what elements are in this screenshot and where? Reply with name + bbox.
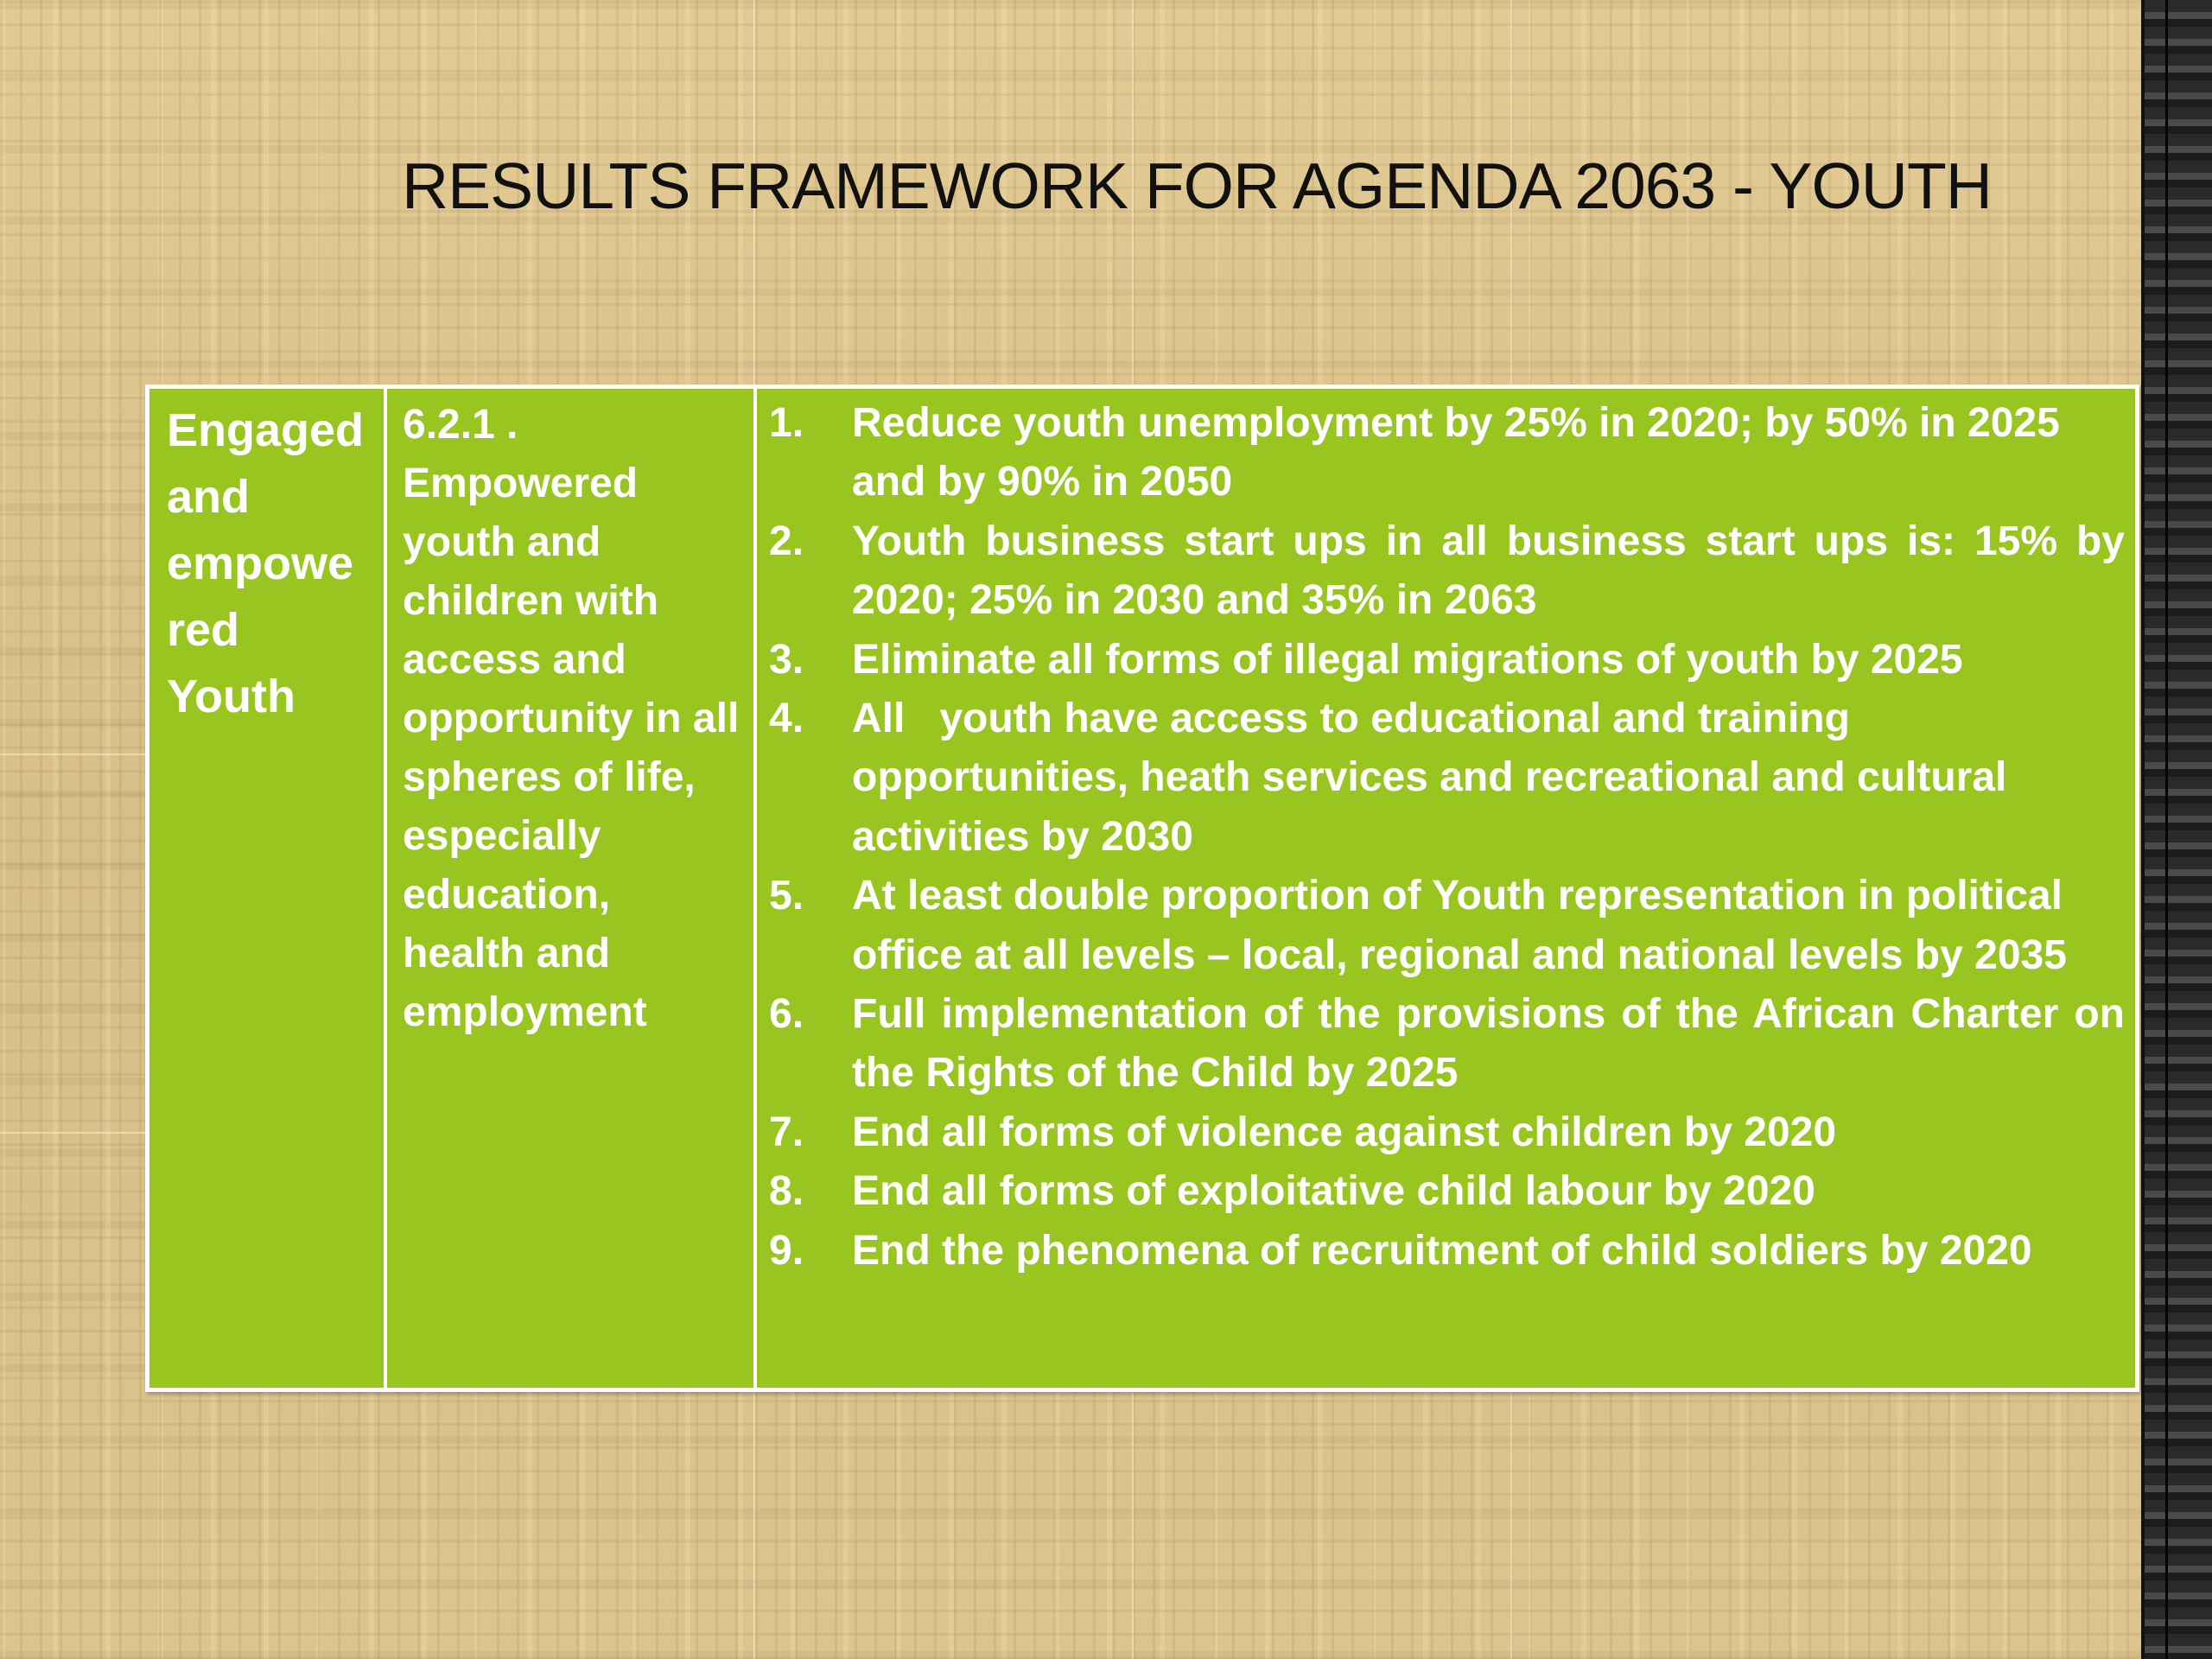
slide-edge-line [2165, 0, 2168, 1659]
target-text: Youth business start ups in all business start ups is: 15% by 2020; 25% in 2030 and 35% in 2063 [852, 518, 2137, 624]
slide-edge-line [2141, 0, 2145, 1659]
target-number: 1. [769, 400, 804, 446]
slide-title: RESULTS FRAMEWORK FOR AGENDA 2063 - YOUTH [402, 149, 1992, 222]
target-number: 7. [769, 1109, 804, 1155]
target-number: 4. [769, 696, 804, 742]
target-number: 6. [769, 991, 804, 1038]
target-item [769, 1222, 2125, 1281]
target-item [769, 1103, 2125, 1162]
targets-cell [757, 389, 2135, 1388]
results-framework-table [145, 385, 2139, 1392]
target-text: End all forms of exploitative child labour by 2020 [852, 1168, 1815, 1215]
target-item [769, 867, 2125, 985]
background-seam [0, 1132, 145, 1134]
target-item [769, 512, 2137, 631]
priority-area-cell: 6.2.1 . Empowered youth and children with access and opportunity in all spheres of life, especially education, health and employment [387, 389, 757, 1388]
target-number: 9. [769, 1227, 804, 1274]
background-seam [0, 753, 145, 755]
target-number: 2. [769, 518, 804, 564]
targets-list [769, 394, 2137, 1281]
slide-edge-band [2143, 0, 2212, 1659]
target-text: End all forms of violence against children by 2020 [852, 1109, 1837, 1155]
target-text: All youth have access to educational and training opportunities, heath services and recreational and cultural activities by 2030 [852, 696, 2018, 860]
target-item [769, 985, 2137, 1103]
target-text: Eliminate all forms of illegal migrations of youth by 2025 [852, 636, 1963, 683]
target-number: 3. [769, 636, 804, 683]
target-item [769, 1162, 2125, 1221]
target-number: 8. [769, 1168, 804, 1215]
target-item [769, 690, 2125, 867]
goal-cell: Engaged and empowe red Youth [149, 389, 387, 1388]
target-text: Reduce youth unemployment by 25% in 2020; by 50% in 2025 and by 90% in 2050 [852, 400, 2072, 505]
target-item [769, 394, 2125, 512]
target-number: 5. [769, 873, 804, 919]
target-text: End the phenomena of recruitment of child soldiers by 2020 [852, 1227, 2032, 1274]
target-text: At least double proportion of Youth representation in political office at all levels – local, regional and national levels by 2035 [852, 873, 2075, 978]
target-text: Full implementation of the provisions of the African Charter on the Rights of the Child by 2025 [852, 991, 2137, 1096]
target-item [769, 631, 2125, 690]
